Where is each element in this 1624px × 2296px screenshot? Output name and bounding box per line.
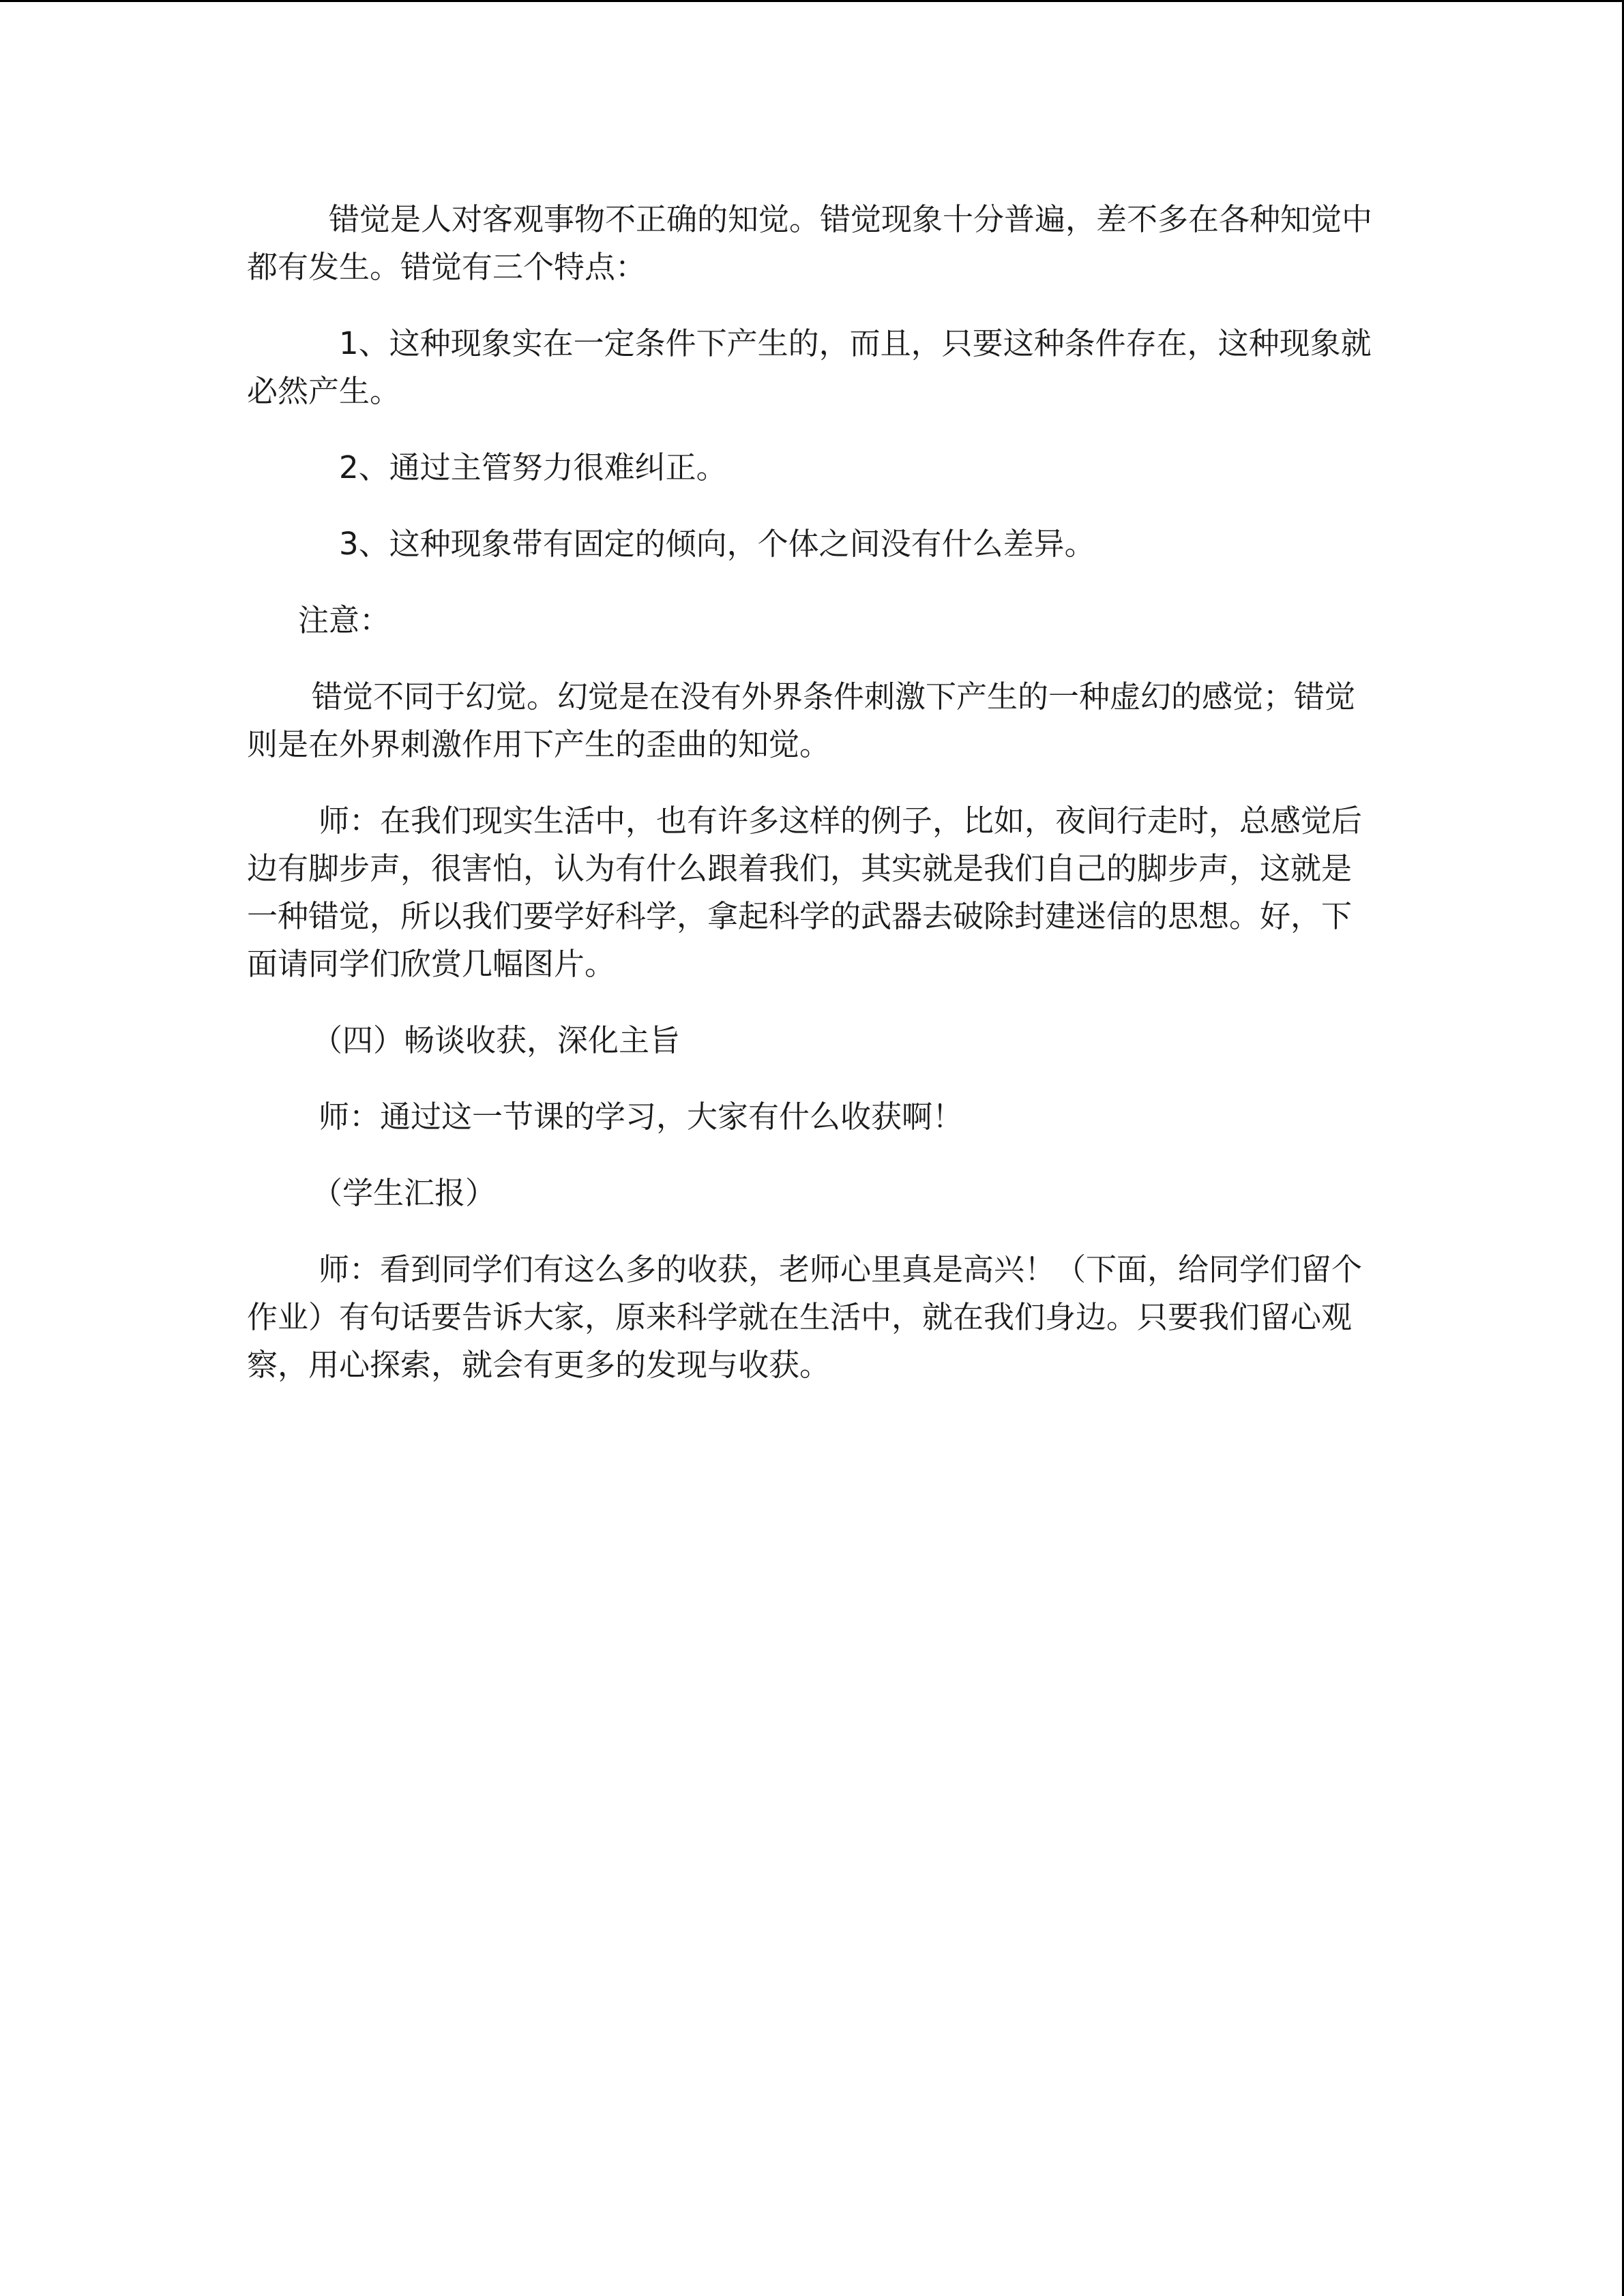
paragraph-feature-3: 3、这种现象带有固定的倾向，个体之间没有什么差异。 <box>339 526 1095 562</box>
paragraph-teacher-closing: 师：看到同学们有这么多的收获，老师心里真是高兴！（下面，给同学们留个作业）有句话要告诉大家，原来科学就在生活中，就在我们身边。只要我们留心观察，用心探索，就会有更多的发现与收获。 <box>247 1251 1363 1383</box>
paragraph-feature-2: 2、通过主管努力很难纠正。 <box>339 449 727 486</box>
paragraph-student-report: （学生汇报） <box>312 1175 497 1211</box>
paragraph-illusion-definition: 错觉是人对客观事物不正确的知觉。错觉现象十分普遍，差不多在各种知觉中都有发生。错觉有三个特点： <box>247 201 1373 285</box>
paragraph-section-four-heading: （四）畅谈收获，深化主旨 <box>312 1022 681 1058</box>
paragraph-feature-1: 1、这种现象实在一定条件下产生的，而且，只要这种条件存在，这种现象就必然产生。 <box>247 325 1372 409</box>
document-body <box>247 196 1379 1418</box>
paragraph-teacher-question: 师：通过这一节课的学习，大家有什么收获啊！ <box>319 1099 964 1135</box>
paragraph-illusion-vs-hallucination: 错觉不同于幻觉。幻觉是在没有外界条件刺激下产生的一种虚幻的感觉；错觉则是在外界刺激作用下产生的歪曲的知觉。 <box>247 679 1356 762</box>
paragraph-teacher-example: 师：在我们现实生活中，也有许多这样的例子，比如，夜间行走时，总感觉后边有脚步声，很害怕，认为有什么跟着我们，其实就是我们自己的脚步声，这就是一种错觉，所以我们要学好科学，拿起科学的武器去破除封建迷信的思想。好，下面请同学们欣赏几幅图片。 <box>247 803 1363 982</box>
paragraph-note-heading: 注意： <box>298 602 391 638</box>
